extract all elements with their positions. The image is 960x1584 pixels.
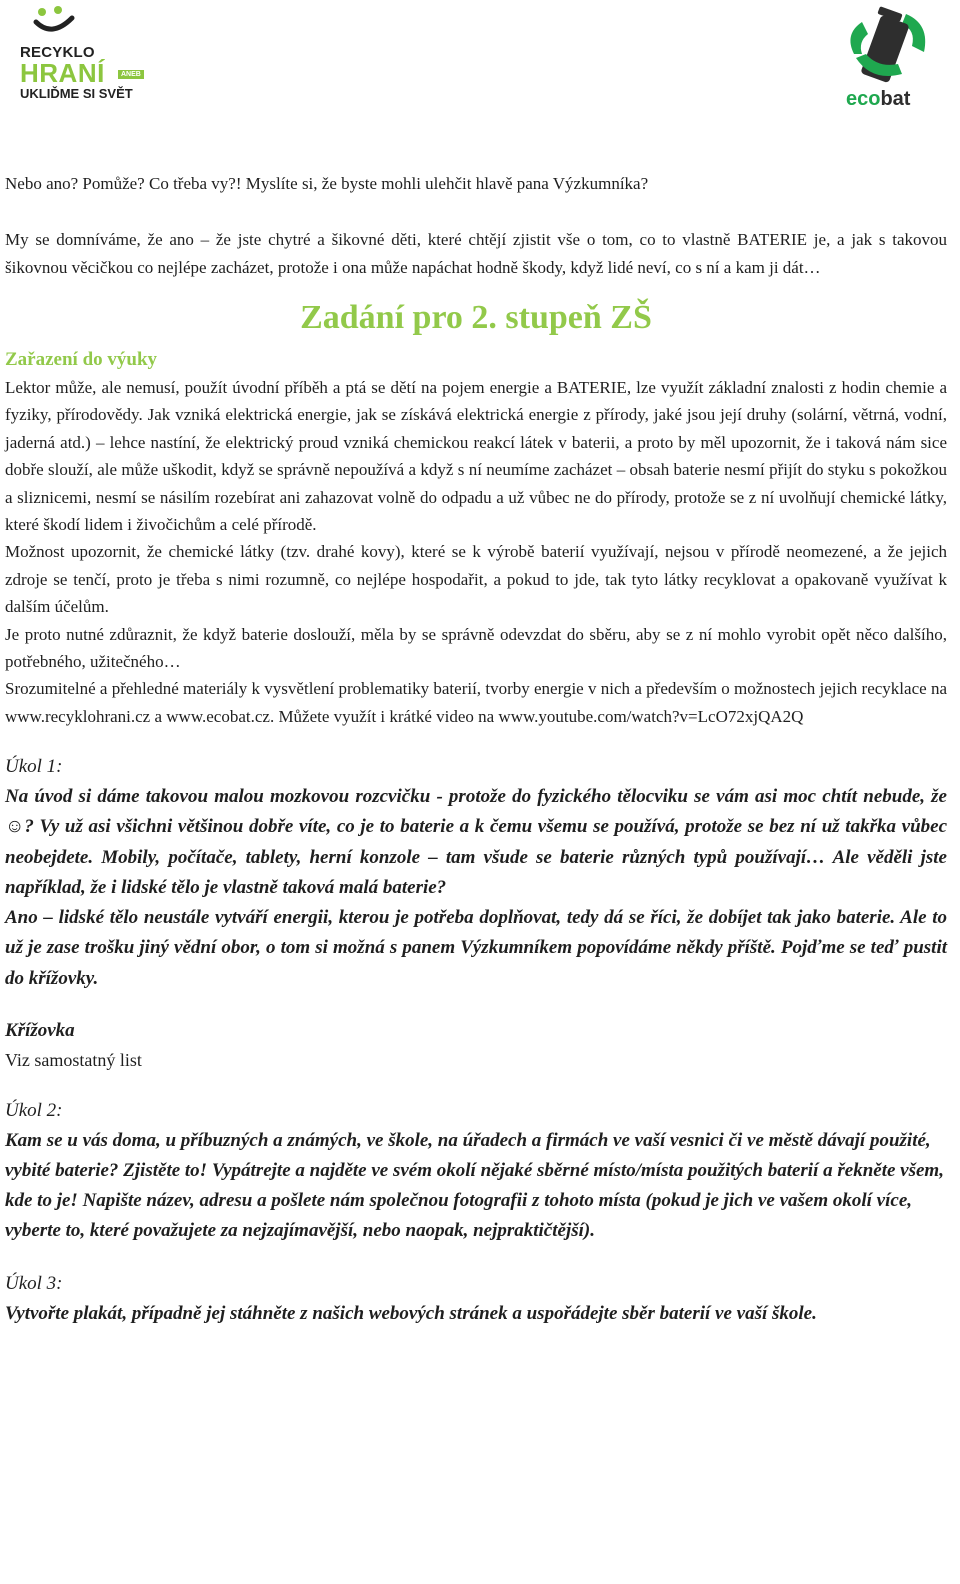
page-header xyxy=(0,0,960,120)
ecobat-battery-icon xyxy=(844,4,934,88)
smiley-icon: ☺ xyxy=(5,816,25,838)
logo-line-1: RECYKLO xyxy=(20,44,95,61)
recyklohrani-logo xyxy=(14,4,154,104)
task-1-text-a: Na úvod si dáme takovou malou mozkovou rozcvičku - protože do fyzického tělocviku se vám asi moc chtít nebude, že xyxy=(5,786,947,808)
section-paragraph-3: Je proto nutné zdůraznit, že když baterie doslouží, měla by se správně odevzdat do sběru, aby se z ní mohlo vyrobit opět něco dalšího, potřebného, užitečného… xyxy=(5,624,947,672)
section-heading: Zařazení do výuky xyxy=(5,349,158,370)
task-1-text xyxy=(5,782,947,903)
task-2-heading: Úkol 2: xyxy=(5,1099,63,1121)
page-title: Zadání pro 2. stupeň ZŠ xyxy=(300,299,652,336)
crossword-text: Viz samostatný list xyxy=(5,1049,142,1070)
task-1-heading: Úkol 1: xyxy=(5,756,63,778)
task-1-text-c: Ano – lidské tělo neustále vytváří energii, kterou je potřeba doplňovat, tedy dá se říci, že dobíjet tak jako baterie. Ale to už je zase trošku jiný vědní obor, o tom si možná s panem Výzkumníkem popovídáme někdy příště. Pojďme se teď pustit do křížovky. xyxy=(5,907,947,989)
ecobat-wordmark-eco: eco xyxy=(846,88,881,110)
ecobat-wordmark-bat: bat xyxy=(880,88,911,110)
section-paragraph-1: Lektor může, ale nemusí, použít úvodní příběh a ptá se dětí na pojem energie a BATERIE, lze využít základní znalosti z hodin chemie a fyziky, přírodovědy. Jak vzniká elektrická energie, jak se získává elektrická energie z přírody, jaké jsou její druhy (solární, větrná, vodní, jaderná atd.) – lehce nastíní, že elektrický proud vzniká chemickou reakcí látek v baterii, a proto by měl upozornit, že i taková nám sice dobře slouží, ale může uškodit, když se správně nepoužívá a když s ní neumíme zacházet – obsah baterie nesmí přijít do styku s pokožkou a sliznicemi, nesmí se násilím rozebírat ani zahazovat volně do odpadu a už vůbec ne do přírody, protože se z ní uvolňují chemické látky, které škodí lidem i živočichům a celé přírodě. xyxy=(5,378,947,535)
smile-swoosh-icon xyxy=(32,4,78,40)
task-1-text-b: ? Vy už asi všichni většinou dobře víte, co je to baterie a k čemu všemu se používá, protože se bez ní už takřka vůbec neobejdete. Mobily, počítače, tablety, herní konzole – tam všude se baterie různých typů používají… Ale věděli jste například, že i lidské tělo je vlastně taková malá baterie? xyxy=(5,816,947,898)
logo-line-2: HRANÍ xyxy=(20,58,105,88)
document-body xyxy=(5,170,947,1329)
task-2-text: Kam se u vás doma, u příbuzných a známých, ve škole, na úřadech a firmách ve vaší vesnici či ve městě dávají použité, vybité baterie? Zjistěte to! Vypátrejte a najděte ve svém okolí nějaké sběrné místo/místa použitých baterií a řekněte všem, kde to je! Napište název, adresu a pošlete nám společnou fotografii z tohoto místa (pokud je jich ve vašem okolí více, vyberte to, které považujete za nejzajímavější, nebo naopak, nejpraktičtější). xyxy=(5,1129,944,1242)
logo-line-3: UKLIĎME SI SVĚT xyxy=(20,86,133,101)
section-paragraph-4: Srozumitelné a přehledné materiály k vysvětlení problematiky baterií, tvorby energie v nich a především o možnostech jejich recyklace na www.recyklohrani.cz a www.ecobat.cz. Můžete využít i krátké video na www.youtube.com/watch?v=LcO72xjQA2Q xyxy=(5,679,947,726)
task-3-text: Vytvořte plakát, případně jej stáhněte z našich webových stránek a uspořádejte sběr baterií ve vaší škole. xyxy=(5,1302,817,1324)
logo-badge: ANEB xyxy=(118,70,144,79)
task-3-heading: Úkol 3: xyxy=(5,1272,63,1294)
intro-paragraph-1: Nebo ano? Pomůže? Co třeba vy?! Myslíte si, že byste mohli ulehčit hlavě pana Výzkumníka? xyxy=(5,174,649,193)
ecobat-wordmark xyxy=(846,88,910,111)
crossword-heading: Křížovka xyxy=(5,1019,75,1041)
intro-paragraph-2: My se domníváme, že ano – že jste chytré a šikovné děti, které chtějí zjistit vše o tom, co to vlastně BATERIE je, a jak s takovou šikovnou věcičkou co nejlépe zacházet, protože i ona může napáchat hodně škody, když lidé neví, co s ní a kam ji dát… xyxy=(5,230,947,277)
section-paragraph-2: Možnost upozornit, že chemické látky (tzv. drahé kovy), které se k výrobě baterií využívají, nejsou v přírodě neomezené, a že jejich zdroje se tenčí, proto je třeba s nimi rozumně, co nejlépe hospodařit, a pokud to jde, tak tyto látky recyklovat a opakovaně využívat k dalším účelům. xyxy=(5,542,947,617)
ecobat-logo xyxy=(840,4,940,112)
